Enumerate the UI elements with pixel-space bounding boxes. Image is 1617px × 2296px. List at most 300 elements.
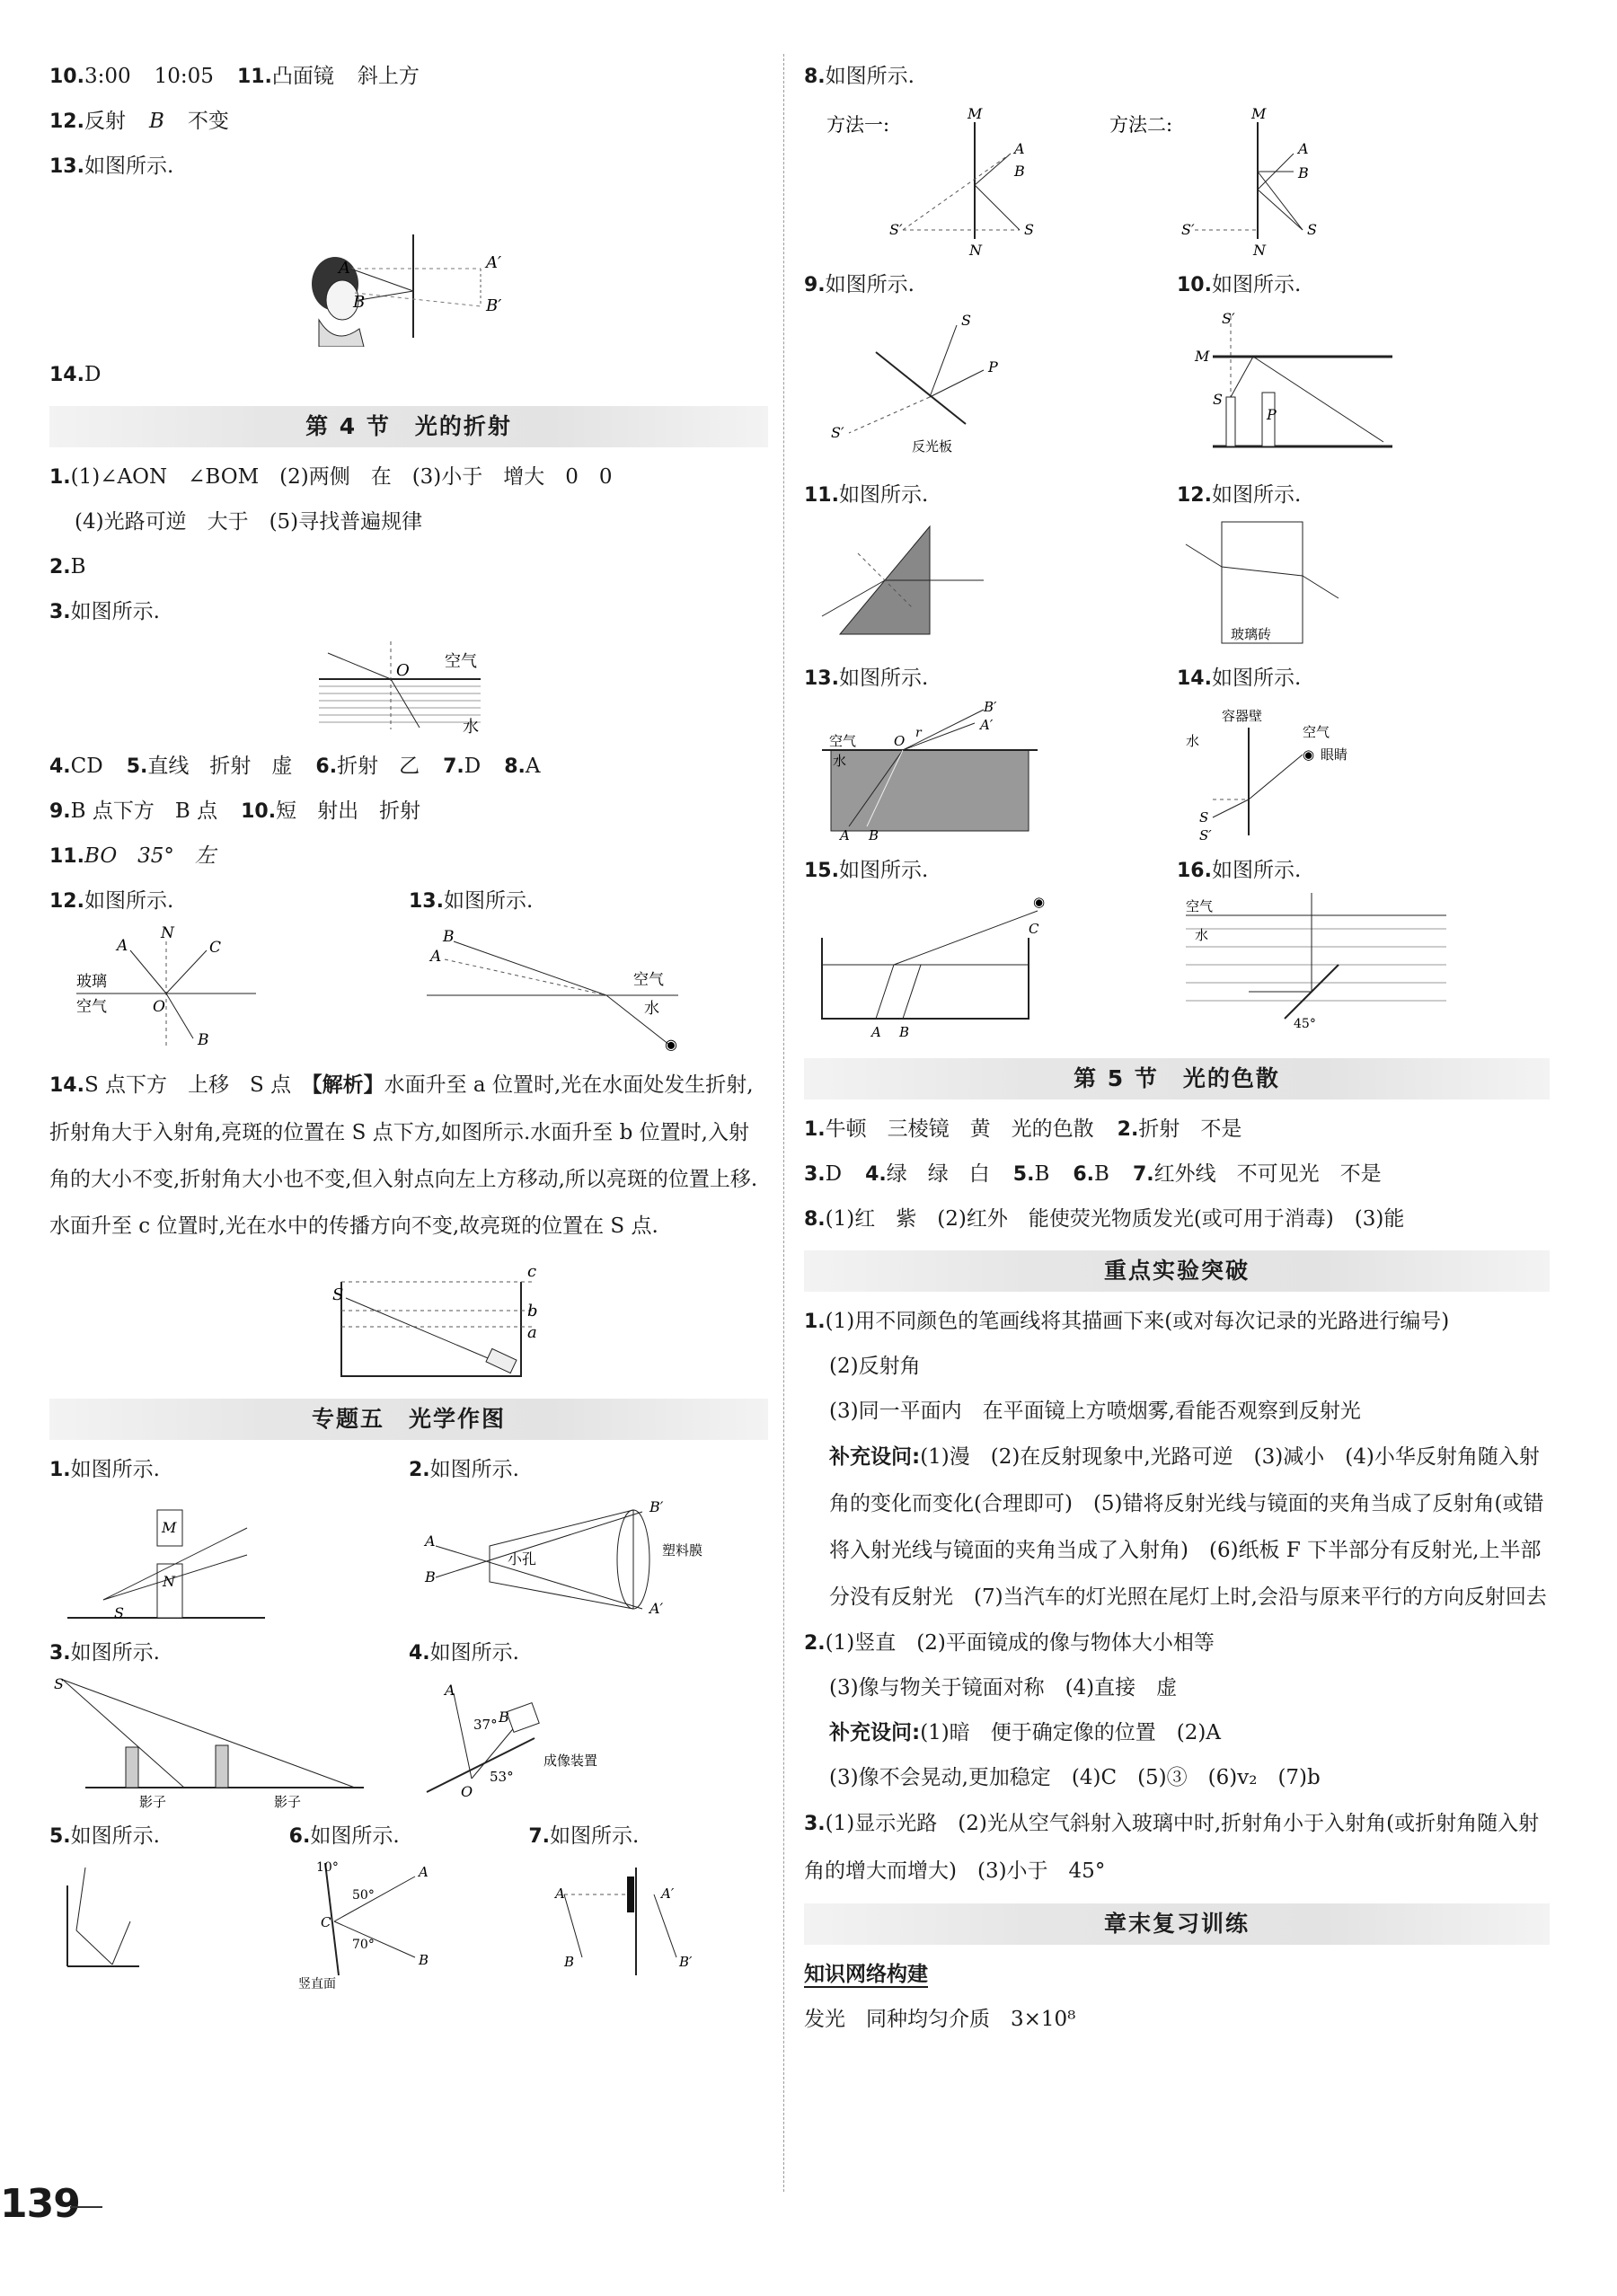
label-A: A — [445, 1682, 455, 1699]
label-P: P — [1267, 406, 1277, 423]
label-water: 水 — [644, 1000, 659, 1018]
q-number: 2. — [804, 1632, 826, 1655]
analysis-tag: 【解析】 — [312, 1073, 384, 1097]
answer-line-s4-11 — [49, 834, 768, 879]
q-number: 10. — [49, 66, 84, 88]
q-number: 2. — [1117, 1118, 1139, 1141]
section-title: 第 4 节 光的折射 — [305, 413, 512, 439]
row-r9-r10 — [804, 262, 1550, 472]
figure-reflector-board — [804, 307, 1163, 469]
label-S: S — [54, 1675, 64, 1692]
label-N: N — [969, 242, 982, 257]
label-O: O — [396, 661, 410, 680]
answer-line-r10 — [1177, 262, 1550, 307]
answer-line-e1c — [804, 1389, 1550, 1434]
section-banner-review — [804, 1903, 1550, 1945]
label-45deg: 45° — [1294, 1017, 1316, 1031]
answer-line-r11 — [804, 472, 1177, 517]
answer-text: 凸面镜 — [271, 65, 334, 88]
label-A: A — [840, 827, 850, 843]
label-air: 空气 — [1186, 898, 1214, 914]
method-1-label: 方法一: — [826, 114, 890, 136]
answer-text: BO 35° 左 — [84, 844, 216, 868]
row-r13-r14 — [804, 656, 1550, 848]
review-line — [804, 1997, 1550, 2042]
answer-text: A — [525, 755, 541, 778]
section-banner-dispersion — [804, 1058, 1550, 1099]
label-A: A — [1014, 140, 1025, 157]
q-number: 10. — [1177, 274, 1212, 296]
answer-text: D — [825, 1162, 843, 1186]
answer-line-r9 — [804, 262, 1177, 307]
left-column — [49, 54, 768, 1997]
right-column — [804, 54, 1550, 2042]
label-A: A — [117, 937, 128, 955]
q-number: 8. — [504, 755, 526, 778]
label-B: B — [425, 1568, 436, 1585]
answer-text: B — [148, 110, 164, 133]
q-number: 7. — [443, 755, 464, 778]
section-banner-experiments — [804, 1250, 1550, 1292]
answer-line-r8 — [804, 54, 1550, 99]
label-37deg: 37° — [473, 1717, 498, 1733]
figure-tank-eye — [804, 893, 1163, 1046]
q-number: 14. — [1177, 667, 1212, 690]
label-B: B — [869, 827, 879, 843]
label-B-prime: B′ — [984, 701, 997, 715]
label-P: P — [988, 358, 998, 375]
supplement-label: 补充设问: — [829, 1721, 921, 1744]
q-number: 11. — [236, 66, 272, 88]
q-number: 6. — [1073, 1163, 1095, 1186]
q-number: 12. — [49, 110, 84, 133]
answer-text: 绿 绿 白 — [886, 1162, 990, 1186]
figure-air-water-eye — [409, 923, 768, 1058]
label-r: r — [915, 726, 922, 740]
q-number: 12. — [49, 890, 84, 913]
label-M: M — [1195, 348, 1210, 365]
label-A-prime: A′ — [980, 717, 994, 733]
figure-prism — [804, 517, 1163, 652]
label-A-prime: A′ — [649, 1600, 664, 1617]
answer-text: B 点下方 B 点 — [70, 799, 218, 823]
answer-text: 如图所示. — [70, 600, 160, 623]
eye-icon: ◉ — [1033, 894, 1046, 910]
label-B: B — [1014, 163, 1025, 180]
label-A: A — [871, 1024, 881, 1040]
label-air: 空气 — [445, 652, 477, 671]
answer-text: 牛顿 三棱镜 黄 光的色散 — [825, 1117, 1094, 1141]
figure-blocks-ray — [49, 1492, 400, 1627]
label-M: M — [968, 105, 983, 122]
q-number: 6. — [315, 755, 338, 778]
label-water: 水 — [1186, 733, 1200, 749]
incident-ray — [328, 653, 391, 679]
answer-text: B — [1094, 1162, 1109, 1186]
label-A: A — [418, 1864, 429, 1880]
method-2-label: 方法二: — [1109, 114, 1173, 136]
label-water: 水 — [1195, 927, 1209, 943]
answer-text: 如图所示. — [70, 1641, 160, 1665]
answer-text: 如图所示. — [1211, 273, 1302, 296]
figure-water-tank — [804, 701, 1163, 844]
answer-line-r13 — [804, 656, 1177, 701]
figure-air-water-refraction — [49, 640, 768, 738]
label-S: S — [1024, 221, 1034, 238]
figure-container-eye — [1177, 701, 1536, 844]
label-M: M — [162, 1519, 177, 1536]
answer-line-e1a — [804, 1299, 1550, 1344]
label-O: O — [153, 998, 165, 1016]
answer-text: 不变 — [187, 110, 229, 133]
q-number: 4. — [865, 1163, 887, 1186]
figure-head-mirror — [49, 194, 768, 347]
q-number: 13. — [49, 155, 84, 178]
label-10deg: 10° — [315, 1860, 339, 1875]
answer-text: (1)漫 (2)在反射现象中,光路可逆 (3)减小 (4)小华反射角随入射角的变化而变化(合理即可) (5)错将反射光线与镜面的夹角当成了反射角(或错将入射光线与镜面的夹角当成了入射角) (6)纸板 F 下半部分有反射光,上半部分没有反射光 (7)当汽车的灯光照在尾灯上时,会沿与原来平行的方向反射回去 — [829, 1445, 1547, 1609]
label-glass-brick: 玻璃砖 — [1231, 626, 1272, 642]
label-C: C — [209, 939, 222, 957]
section-title: 专题五 光学作图 — [311, 1406, 506, 1432]
label-B: B — [564, 1954, 575, 1970]
answer-line-e2c — [804, 1710, 1550, 1755]
label-b: b — [527, 1302, 538, 1320]
label-B-prime: B′ — [486, 296, 502, 315]
section-title: 第 5 节 光的色散 — [1074, 1065, 1280, 1091]
label-S-prime: S′ — [889, 221, 903, 238]
label-S: S — [332, 1285, 344, 1304]
row-r15-r16 — [804, 848, 1550, 1049]
q-number: 8. — [804, 1208, 826, 1231]
label-C: C — [320, 1914, 331, 1930]
q-number: 5. — [1012, 1163, 1035, 1186]
answer-text: D — [464, 755, 482, 778]
label-B: B — [443, 928, 455, 946]
answer-text: 10:05 — [154, 65, 214, 88]
answer-text: (1)竖直 (2)平面镜成的像与物体大小相等 — [825, 1631, 1215, 1655]
q-number: 11. — [49, 845, 84, 868]
answer-text: 3:00 — [84, 65, 131, 88]
answer-line-s4-13 — [409, 879, 768, 923]
label-a: a — [527, 1323, 537, 1342]
answer-line-13 — [49, 144, 768, 189]
label-A: A — [1298, 140, 1309, 157]
q-number: 10. — [241, 800, 277, 823]
figure-glass-brick — [1177, 517, 1536, 652]
figure-vertical-mirror — [289, 1859, 523, 1993]
q-number: 12. — [1177, 484, 1212, 507]
q-number: 4. — [409, 1642, 430, 1665]
answer-text: (1)∠AON ∠BOM (2)两侧 在 (3)小于 增大 0 0 — [70, 465, 613, 489]
answer-text: (3)同一平面内 在平面镜上方喷烟雾,看能否观察到反射光 — [829, 1400, 1361, 1423]
answer-text: (1)用不同颜色的笔画线将其描画下来(或对每次记录的光路进行编号) — [825, 1310, 1450, 1333]
q-number: 7. — [1132, 1163, 1154, 1186]
label-c: c — [527, 1262, 537, 1281]
answer-text: 如图所示. — [550, 1824, 640, 1848]
answer-line-s4-1 — [49, 455, 768, 499]
q-number: 3. — [804, 1813, 826, 1835]
review-subtitle — [804, 1952, 1550, 1997]
answer-text: 如图所示. — [825, 273, 915, 296]
label-shadow: 影子 — [139, 1794, 167, 1810]
label-A-prime: A′ — [486, 253, 502, 272]
figure-two-methods — [804, 104, 1550, 257]
answer-text: 如图所示. — [838, 667, 929, 690]
analysis-text: 水面升至 a 位置时,光在水面处发生折射,折射角大于入射角,亮斑的位置在 S 点下方,如图所示.水面升至 b 位置时,入射角的大小不变,折射角大小也不变,但入射点向左上方移动,所以亮斑的位置上移.水面升至 c 位置时,光在水中的传播方向不变,故亮斑的位置在 S 点. — [49, 1073, 758, 1238]
ray — [350, 269, 413, 291]
answer-text: 如图所示. — [825, 65, 915, 88]
answer-text: (4)光路可逆 大于 (5)寻找普遍规律 — [75, 510, 423, 534]
q-number: 8. — [804, 66, 826, 88]
answer-line-e2a — [804, 1620, 1550, 1665]
answer-text: 如图所示. — [838, 859, 929, 882]
label-70deg: 70° — [351, 1938, 375, 1952]
q-number: 7. — [528, 1825, 551, 1848]
q-number: 1. — [49, 1459, 71, 1481]
label-B-prime: B′ — [649, 1498, 664, 1515]
label-air: 空气 — [76, 998, 107, 1016]
row-q12-q13 — [49, 879, 768, 1062]
answer-text: 红外线 不可见光 不是 — [1153, 1162, 1382, 1186]
answer-line-t5-1 — [49, 1447, 409, 1492]
answer-text: 直线 折射 虚 — [147, 755, 293, 778]
answer-line-s4-4-8 — [49, 744, 768, 789]
answer-line-t5-7 — [528, 1814, 768, 1859]
row-r11-r12 — [804, 472, 1550, 656]
label-air: 空气 — [1303, 724, 1330, 740]
q-number: 5. — [126, 755, 148, 778]
figure-tank-levels — [49, 1255, 768, 1390]
q-number: 15. — [804, 860, 839, 882]
answer-text: 如图所示. — [1211, 859, 1302, 882]
label-air: 空气 — [829, 733, 857, 749]
q-number: 3. — [49, 601, 71, 623]
q-number: 5. — [49, 1825, 71, 1848]
answer-line-e2d — [804, 1755, 1550, 1800]
q-number: 9. — [49, 800, 71, 823]
eye-icon: ◉ — [1303, 746, 1315, 763]
answer-line-e2b — [804, 1665, 1550, 1710]
section-title: 重点实验突破 — [1103, 1258, 1250, 1284]
answer-text: 反射 — [84, 110, 126, 133]
q-number: 3. — [804, 1163, 826, 1186]
answer-text: 如图所示. — [84, 889, 174, 913]
q-number: 16. — [1177, 860, 1212, 882]
q-number: 1. — [49, 466, 71, 489]
answer-text: 如图所示. — [70, 1824, 160, 1848]
q-number: 2. — [409, 1459, 430, 1481]
q-number: 9. — [804, 274, 826, 296]
eye-icon: ◉ — [665, 1036, 677, 1053]
answer-line-r16 — [1177, 848, 1550, 893]
answer-text: S 点下方 上移 S 点 — [84, 1073, 313, 1097]
label-A: A — [339, 259, 350, 278]
label-A: A — [555, 1885, 566, 1902]
label-B-prime: B′ — [679, 1954, 693, 1970]
answer-line-10-11 — [49, 54, 768, 99]
label-B: B — [353, 293, 366, 312]
answer-para-e1d — [804, 1434, 1550, 1620]
answer-text: (2)反射角 — [829, 1355, 921, 1378]
label-B: B — [1298, 164, 1309, 181]
figure-shadows — [49, 1675, 400, 1810]
answer-line-r15 — [804, 848, 1177, 893]
label-vertical: 竖直面 — [297, 1977, 336, 1991]
answer-text: 如图所示. — [84, 155, 174, 178]
answer-line-t5-4 — [409, 1630, 768, 1675]
label-glass: 玻璃 — [76, 973, 107, 991]
label-B: B — [418, 1952, 429, 1968]
subsection-title: 知识网络构建 — [804, 1963, 928, 1986]
label-S: S — [114, 1604, 124, 1621]
label-S: S — [961, 312, 971, 329]
answer-text: 斜上方 — [357, 65, 420, 88]
q-number: 1. — [804, 1311, 826, 1333]
q-number: 14. — [49, 364, 84, 386]
label-C: C — [1029, 921, 1039, 937]
answer-text: B — [70, 555, 86, 578]
label-water: 水 — [463, 718, 479, 737]
answer-line-r12 — [1177, 472, 1550, 517]
answer-text: B — [1034, 1162, 1050, 1186]
q-number: 1. — [804, 1118, 826, 1141]
answer-text: (3)像不会晃动,更加稳定 (4)C (5)③ (6)v₂ (7)b — [829, 1766, 1321, 1789]
answer-text: 折射 不是 — [1138, 1117, 1242, 1141]
label-mirror-board: 反光板 — [912, 438, 953, 455]
answer-line-r14 — [1177, 656, 1550, 701]
q-number: 2. — [49, 556, 71, 578]
answer-text: (1)显示光路 (2)光从空气斜射入玻璃中时,折射角小于入射角(或折射角随入射角的增大而增大) (3)小于 45° — [804, 1812, 1540, 1883]
row-t5-q3-q4 — [49, 1630, 768, 1814]
shoulders — [319, 320, 364, 347]
answer-line-s5-3-7 — [804, 1152, 1550, 1197]
answer-line-s4-2 — [49, 544, 768, 589]
q-number: 14. — [49, 1074, 84, 1097]
q-number: 6. — [288, 1825, 311, 1848]
answer-line-s4-3 — [49, 589, 768, 634]
answer-line-s4-12 — [49, 879, 409, 923]
label-N: N — [163, 1573, 175, 1590]
answer-line-s4-9-10 — [49, 789, 768, 834]
label-O: O — [894, 733, 906, 749]
label-eye: 眼睛 — [1321, 746, 1348, 763]
label-air: 空气 — [633, 971, 664, 989]
answer-text: 发光 同种均匀介质 3×10⁸ — [804, 2008, 1076, 2031]
label-water: 水 — [833, 753, 847, 769]
answer-line-t5-2 — [409, 1447, 768, 1492]
label-A: A — [425, 1532, 436, 1550]
answer-text: CD — [70, 755, 103, 778]
answer-text: 如图所示. — [70, 1458, 160, 1481]
answer-text: D — [84, 363, 102, 386]
label-N: N — [161, 924, 174, 942]
answer-text: 如图所示. — [429, 1641, 519, 1665]
label-M: M — [1251, 105, 1267, 122]
label-50deg: 50° — [351, 1888, 375, 1903]
label-B: B — [899, 1024, 910, 1040]
answer-text: 如图所示. — [1211, 483, 1302, 507]
figure-imaging-device — [409, 1675, 768, 1810]
label-S-prime: S′ — [1199, 827, 1212, 843]
answer-line-s4-1b — [49, 499, 768, 544]
label-S-prime: S′ — [1181, 221, 1195, 238]
label-film: 塑料膜 — [662, 1542, 703, 1559]
answer-text: 如图所示. — [838, 483, 929, 507]
figure-pinhole — [409, 1492, 768, 1627]
answer-para-e3 — [804, 1800, 1550, 1894]
answer-line-s5-8 — [804, 1197, 1550, 1241]
label-B: B — [499, 1709, 509, 1726]
label-S-prime: S′ — [831, 424, 844, 441]
answer-text: (3)像与物关于镜面对称 (4)直接 虚 — [829, 1676, 1178, 1700]
supplement-label: 补充设问: — [829, 1445, 921, 1469]
q-number: 4. — [49, 755, 71, 778]
section-title: 章末复习训练 — [1103, 1911, 1250, 1937]
label-B: B — [198, 1031, 209, 1049]
answer-para-s4-14 — [49, 1062, 768, 1250]
ray — [346, 1298, 499, 1363]
page-number-rule — [70, 2206, 102, 2208]
laser — [486, 1348, 517, 1373]
column-divider — [783, 54, 784, 2192]
answer-text: 如图所示. — [310, 1824, 400, 1848]
ray — [355, 293, 481, 306]
section-banner-optics-drawing — [49, 1399, 768, 1440]
q-number: 13. — [409, 890, 444, 913]
figure-mirror-obstacle — [528, 1859, 762, 1993]
answer-text: 如图所示. — [443, 889, 534, 913]
label-hole: 小孔 — [508, 1550, 537, 1567]
answer-text: 如图所示. — [1211, 667, 1302, 690]
answer-line-t5-6 — [289, 1814, 529, 1859]
answer-text: 如图所示. — [429, 1458, 519, 1481]
label-imaging: 成像装置 — [543, 1753, 598, 1769]
answer-text: (1)红 紫 (2)红外 能使荧光物质发光(或可用于消毒) (3)能 — [825, 1207, 1405, 1231]
row-t5-q5-q7 — [49, 1814, 768, 1997]
label-S-prime: S′ — [1222, 310, 1235, 327]
row-t5-q1-q2 — [49, 1447, 768, 1630]
figure-water-mirror-45 — [1177, 893, 1536, 1046]
answer-line-s5-1-2 — [804, 1107, 1550, 1152]
answer-text: 短 射出 折射 — [276, 799, 421, 823]
label-A-prime: A′ — [661, 1885, 675, 1902]
label-53deg: 53° — [490, 1769, 514, 1785]
q-number: 11. — [804, 484, 839, 507]
answer-line-e1b — [804, 1344, 1550, 1389]
figure-glass-air — [49, 923, 400, 1058]
q-number: 13. — [804, 667, 839, 690]
label-N: N — [1253, 242, 1266, 257]
answer-text: (1)暗 便于确定像的位置 (2)A — [920, 1721, 1221, 1744]
label-shadow: 影子 — [274, 1794, 302, 1810]
label-A: A — [430, 948, 442, 966]
label-O: O — [461, 1783, 473, 1800]
label-S: S — [1213, 391, 1223, 408]
section-banner-refraction — [49, 406, 768, 447]
answer-line-t5-5 — [49, 1814, 289, 1859]
q-number: 3. — [49, 1642, 71, 1665]
label-S: S — [1199, 809, 1209, 826]
answer-line-14 — [49, 352, 768, 397]
answer-text: 折射 乙 — [337, 755, 420, 778]
figure-ceiling-mirror — [1177, 307, 1536, 469]
figure-corner-mirrors — [49, 1859, 283, 1993]
label-container-wall: 容器壁 — [1222, 708, 1263, 724]
label-S: S — [1307, 221, 1317, 238]
answer-line-12 — [49, 99, 768, 144]
answer-line-t5-3 — [49, 1630, 409, 1675]
page-number: 139 — [0, 2181, 80, 2227]
